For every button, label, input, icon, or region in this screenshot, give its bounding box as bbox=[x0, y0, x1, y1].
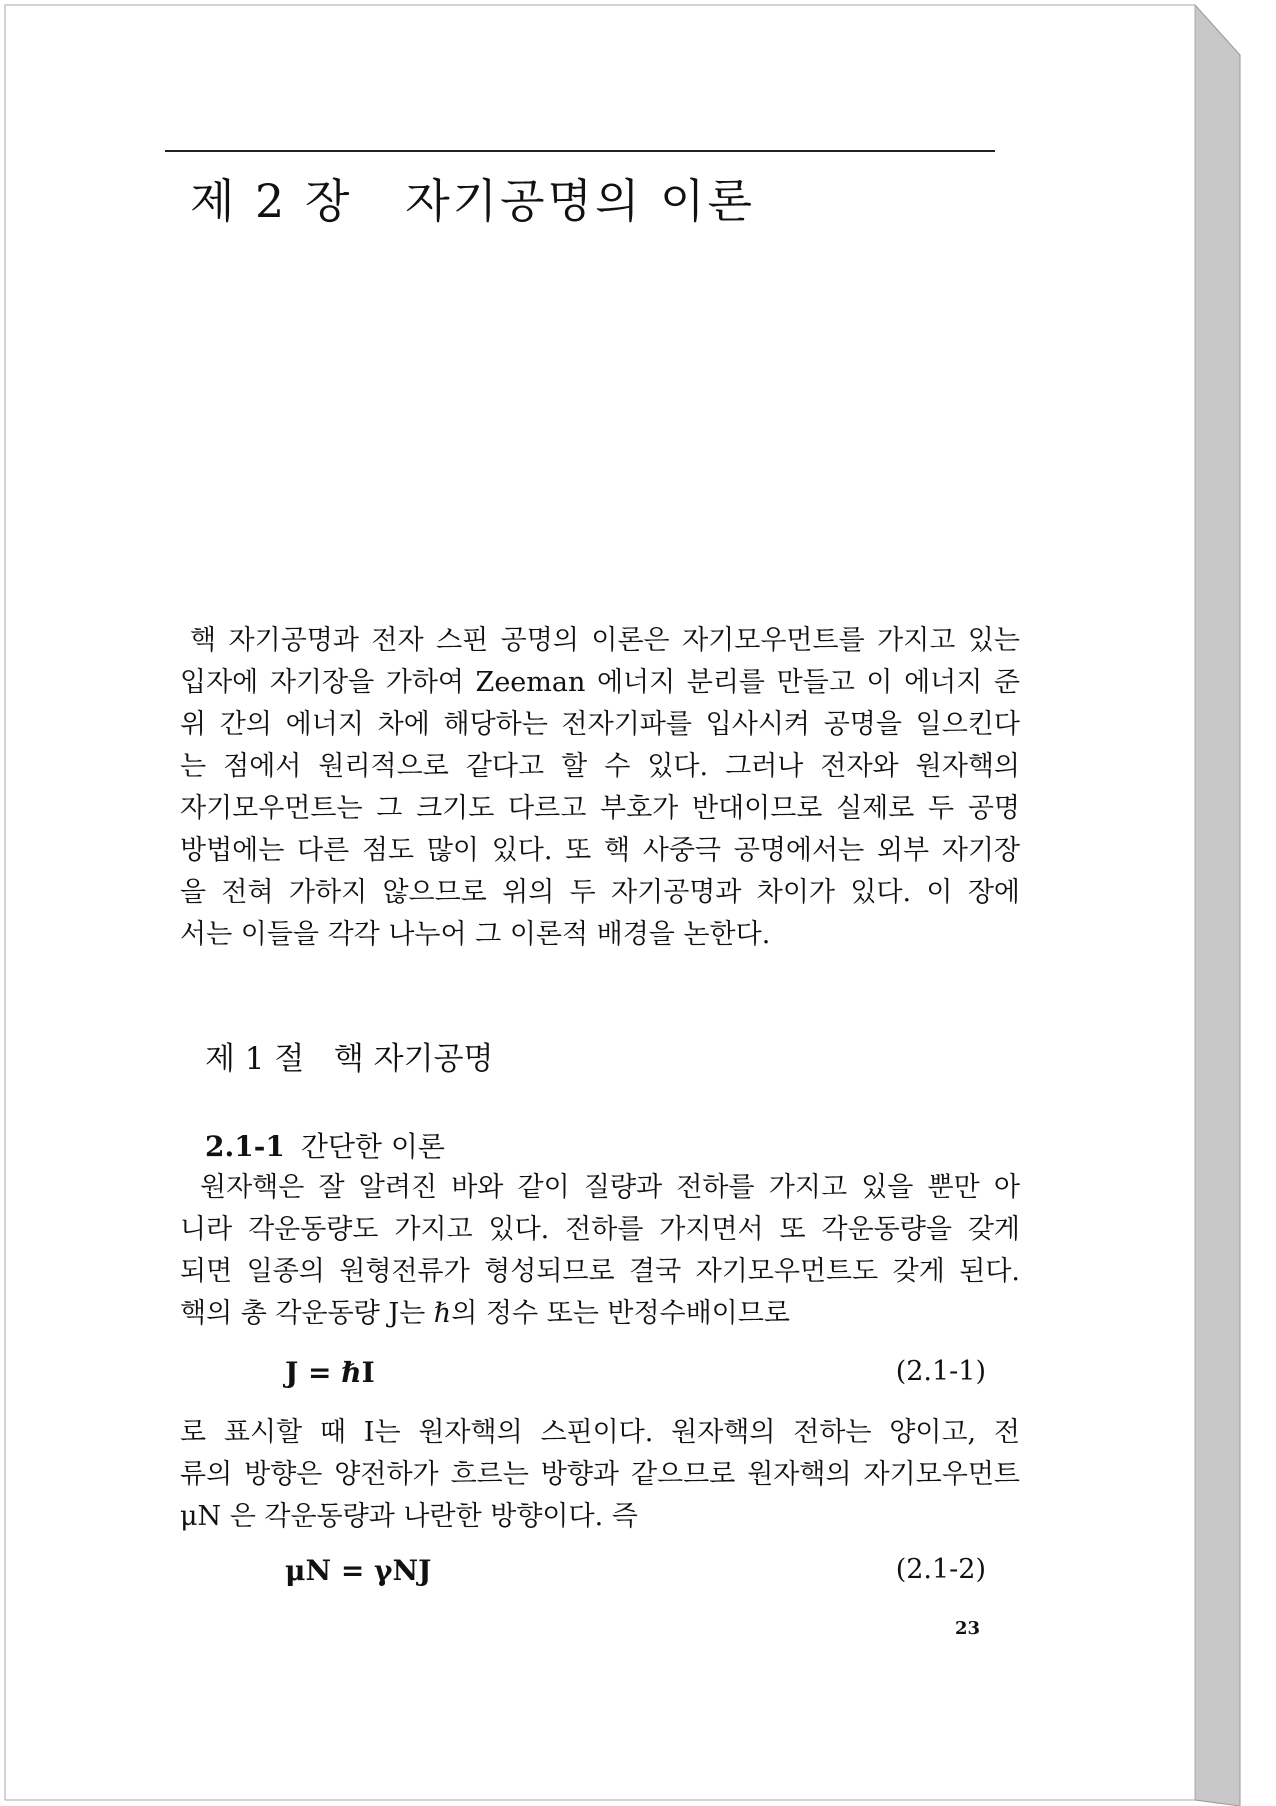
body-line: 로 표시할 때 I는 원자핵의 스핀이다. 원자핵의 전하는 양이고, 전 bbox=[180, 1417, 1020, 1448]
subsection-heading bbox=[205, 1125, 445, 1165]
equation-number: (2.1-1) bbox=[895, 1356, 986, 1387]
intro-line: 위 간의 에너지 차에 해당하는 전자기파를 입사시켜 공명을 일으킨다 bbox=[180, 709, 1020, 740]
intro-line: 입자에 자기장을 가하여 Zeeman 에너지 분리를 만들고 이 에너지 준 bbox=[180, 667, 1020, 698]
body-line: 되면 일종의 원형전류가 형성되므로 결국 자기모우먼트도 갖게 된다. bbox=[180, 1256, 1020, 1287]
subsection-title: 간단한 이론 bbox=[300, 1130, 445, 1163]
equation-number: (2.1-2) bbox=[895, 1554, 986, 1585]
intro-line: 는 점에서 원리적으로 같다고 할 수 있다. 그러나 전자와 원자핵의 bbox=[180, 751, 1020, 782]
body-line: 류의 방향은 양전하가 흐르는 방향과 같으므로 원자핵의 자기모우먼트 bbox=[180, 1459, 1020, 1490]
intro-line: 방법에는 다른 점도 많이 있다. 또 핵 사중극 공명에서는 외부 자기장 bbox=[180, 835, 1020, 866]
body-line: 핵의 총 각운동량 J는 ℏ의 정수 또는 반정수배이므로 bbox=[180, 1298, 790, 1329]
intro-line: 을 전혀 가하지 않으므로 위의 두 자기공명과 차이가 있다. 이 장에 bbox=[180, 877, 1020, 908]
chapter-rule bbox=[165, 150, 995, 152]
intro-paragraph bbox=[180, 620, 1020, 956]
body-paragraph bbox=[180, 1167, 1020, 1335]
intro-line: 자기모우먼트는 그 크기도 다르고 부호가 반대이므로 실제로 두 공명 bbox=[180, 793, 1020, 824]
equation-formula: J = ℏI bbox=[285, 1356, 375, 1389]
equation-formula: μN = γNJ bbox=[285, 1554, 432, 1587]
intro-line: 서는 이들을 각각 나누어 그 이론적 배경을 논한다. bbox=[180, 919, 771, 950]
page-edge-right bbox=[1195, 5, 1240, 1806]
section-title: 제 1 절 핵 자기공명 bbox=[205, 1041, 494, 1077]
page-number: 23 bbox=[955, 1618, 981, 1639]
body-line: 원자핵은 잘 알려진 바와 같이 질량과 전하를 가지고 있을 뿐만 아 bbox=[200, 1172, 1020, 1203]
body-line: 니라 각운동량도 가지고 있다. 전하를 가지면서 또 각운동량을 갖게 bbox=[180, 1214, 1020, 1245]
intro-line: 핵 자기공명과 전자 스핀 공명의 이론은 자기모우먼트를 가지고 있는 bbox=[190, 625, 1020, 656]
chapter-title: 제 2 장 자기공명의 이론 bbox=[190, 174, 755, 228]
subsection-number: 2.1-1 bbox=[205, 1130, 285, 1163]
body-line: μN 은 각운동량과 나란한 방향이다. 즉 bbox=[180, 1501, 638, 1532]
body-paragraph bbox=[180, 1412, 1020, 1538]
